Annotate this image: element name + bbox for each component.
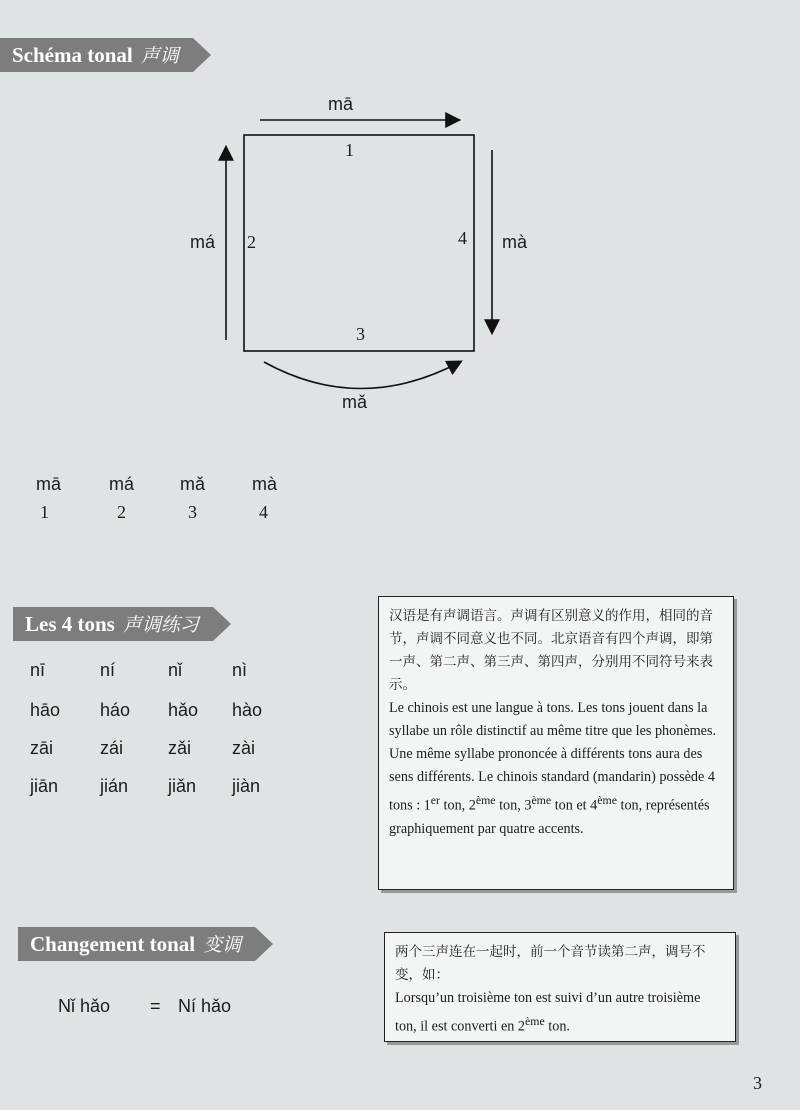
syllable-pinyin: mǎ bbox=[180, 474, 206, 494]
syllable-pinyin: má bbox=[109, 474, 135, 494]
syllable-tone-number: 3 bbox=[188, 502, 197, 522]
section-banner-four-tones bbox=[13, 607, 213, 641]
tone-change-left: Nǐ hǎo bbox=[58, 996, 111, 1016]
note-zh: 两个三声连在一起时，前一个音节读第二声，调号不变，如： bbox=[395, 944, 706, 983]
practice-syllable: nì bbox=[232, 660, 248, 680]
diagram-tone4-number: 4 bbox=[458, 228, 467, 248]
tones-note-box bbox=[378, 596, 734, 890]
practice-syllable: zǎi bbox=[168, 738, 192, 758]
syllable-tone-number: 1 bbox=[40, 502, 49, 522]
syllable-pinyin: mà bbox=[252, 474, 278, 494]
section-banner-tone-change bbox=[18, 927, 255, 961]
tone3-arrow bbox=[264, 362, 460, 389]
practice-syllable: nī bbox=[30, 660, 46, 680]
practice-syllable: zài bbox=[232, 738, 256, 758]
diagram-left-label: má bbox=[190, 232, 216, 252]
note-fr: Le chinois est une langue à tons. Les tons jouent dans la syllabe un rôle distinctif au même titre que les phonèmes. Une même syllabe prononcée à différents tons aura des sens différents. Le chinois standard (mandarin) possède 4 tons : 1er ton, 2ème ton, 3ème ton et 4ème ton, représentés graphiquement par quatre accents. bbox=[389, 700, 717, 837]
practice-syllable: hào bbox=[232, 700, 263, 720]
diagram-bottom-label: mǎ bbox=[342, 392, 368, 412]
diagram-top-label: mā bbox=[328, 94, 354, 114]
syllable-pinyin: mā bbox=[36, 474, 62, 494]
section-title-zh: 声调 bbox=[140, 45, 179, 67]
section-title-fr: Schéma tonal bbox=[12, 43, 133, 67]
diagram-right-label: mà bbox=[502, 232, 528, 252]
section-title-fr: Changement tonal bbox=[30, 932, 196, 956]
tone-change-right: Ní hǎo bbox=[178, 996, 232, 1016]
diagram-tone1-number: 1 bbox=[345, 140, 354, 160]
syllable-tone-number: 4 bbox=[259, 502, 268, 522]
note-fr: Lorsqu’un troisième ton est suivi d’un autre troisième ton, il est converti en 2ème ton. bbox=[395, 990, 701, 1035]
practice-syllable: zāi bbox=[30, 738, 54, 758]
practice-syllable: hāo bbox=[30, 700, 61, 720]
diagram-tone3-number: 3 bbox=[356, 324, 365, 344]
section-title-fr: Les 4 tons bbox=[25, 612, 115, 636]
tone-change-note-box bbox=[384, 932, 736, 1042]
note-zh: 汉语是有声调语言。声调有区别意义的作用，相同的音节，声调不同意义也不同。北京语音有四个声调，即第一声、第二声、第三声、第四声，分别用不同符号来表示。 bbox=[389, 608, 713, 693]
syllable-tone-number: 2 bbox=[117, 502, 126, 522]
section-title-zh: 变调 bbox=[203, 934, 242, 956]
tone-square bbox=[244, 135, 474, 351]
practice-syllable: jián bbox=[100, 776, 129, 796]
practice-syllable: nǐ bbox=[168, 660, 183, 680]
practice-syllable: ní bbox=[100, 660, 116, 680]
practice-syllable: háo bbox=[100, 700, 131, 720]
section-title-zh: 声调练习 bbox=[122, 614, 199, 636]
practice-syllable: zái bbox=[100, 738, 124, 758]
section-banner-tone-schema bbox=[0, 38, 193, 72]
practice-syllable: jiàn bbox=[232, 776, 261, 796]
tone-change-equals: = bbox=[150, 996, 161, 1016]
practice-syllable: jiǎn bbox=[168, 776, 197, 796]
practice-syllable: jiān bbox=[30, 776, 59, 796]
page-number: 3 bbox=[753, 1073, 762, 1093]
practice-syllable: hǎo bbox=[168, 700, 199, 720]
diagram-tone2-number: 2 bbox=[247, 232, 256, 252]
